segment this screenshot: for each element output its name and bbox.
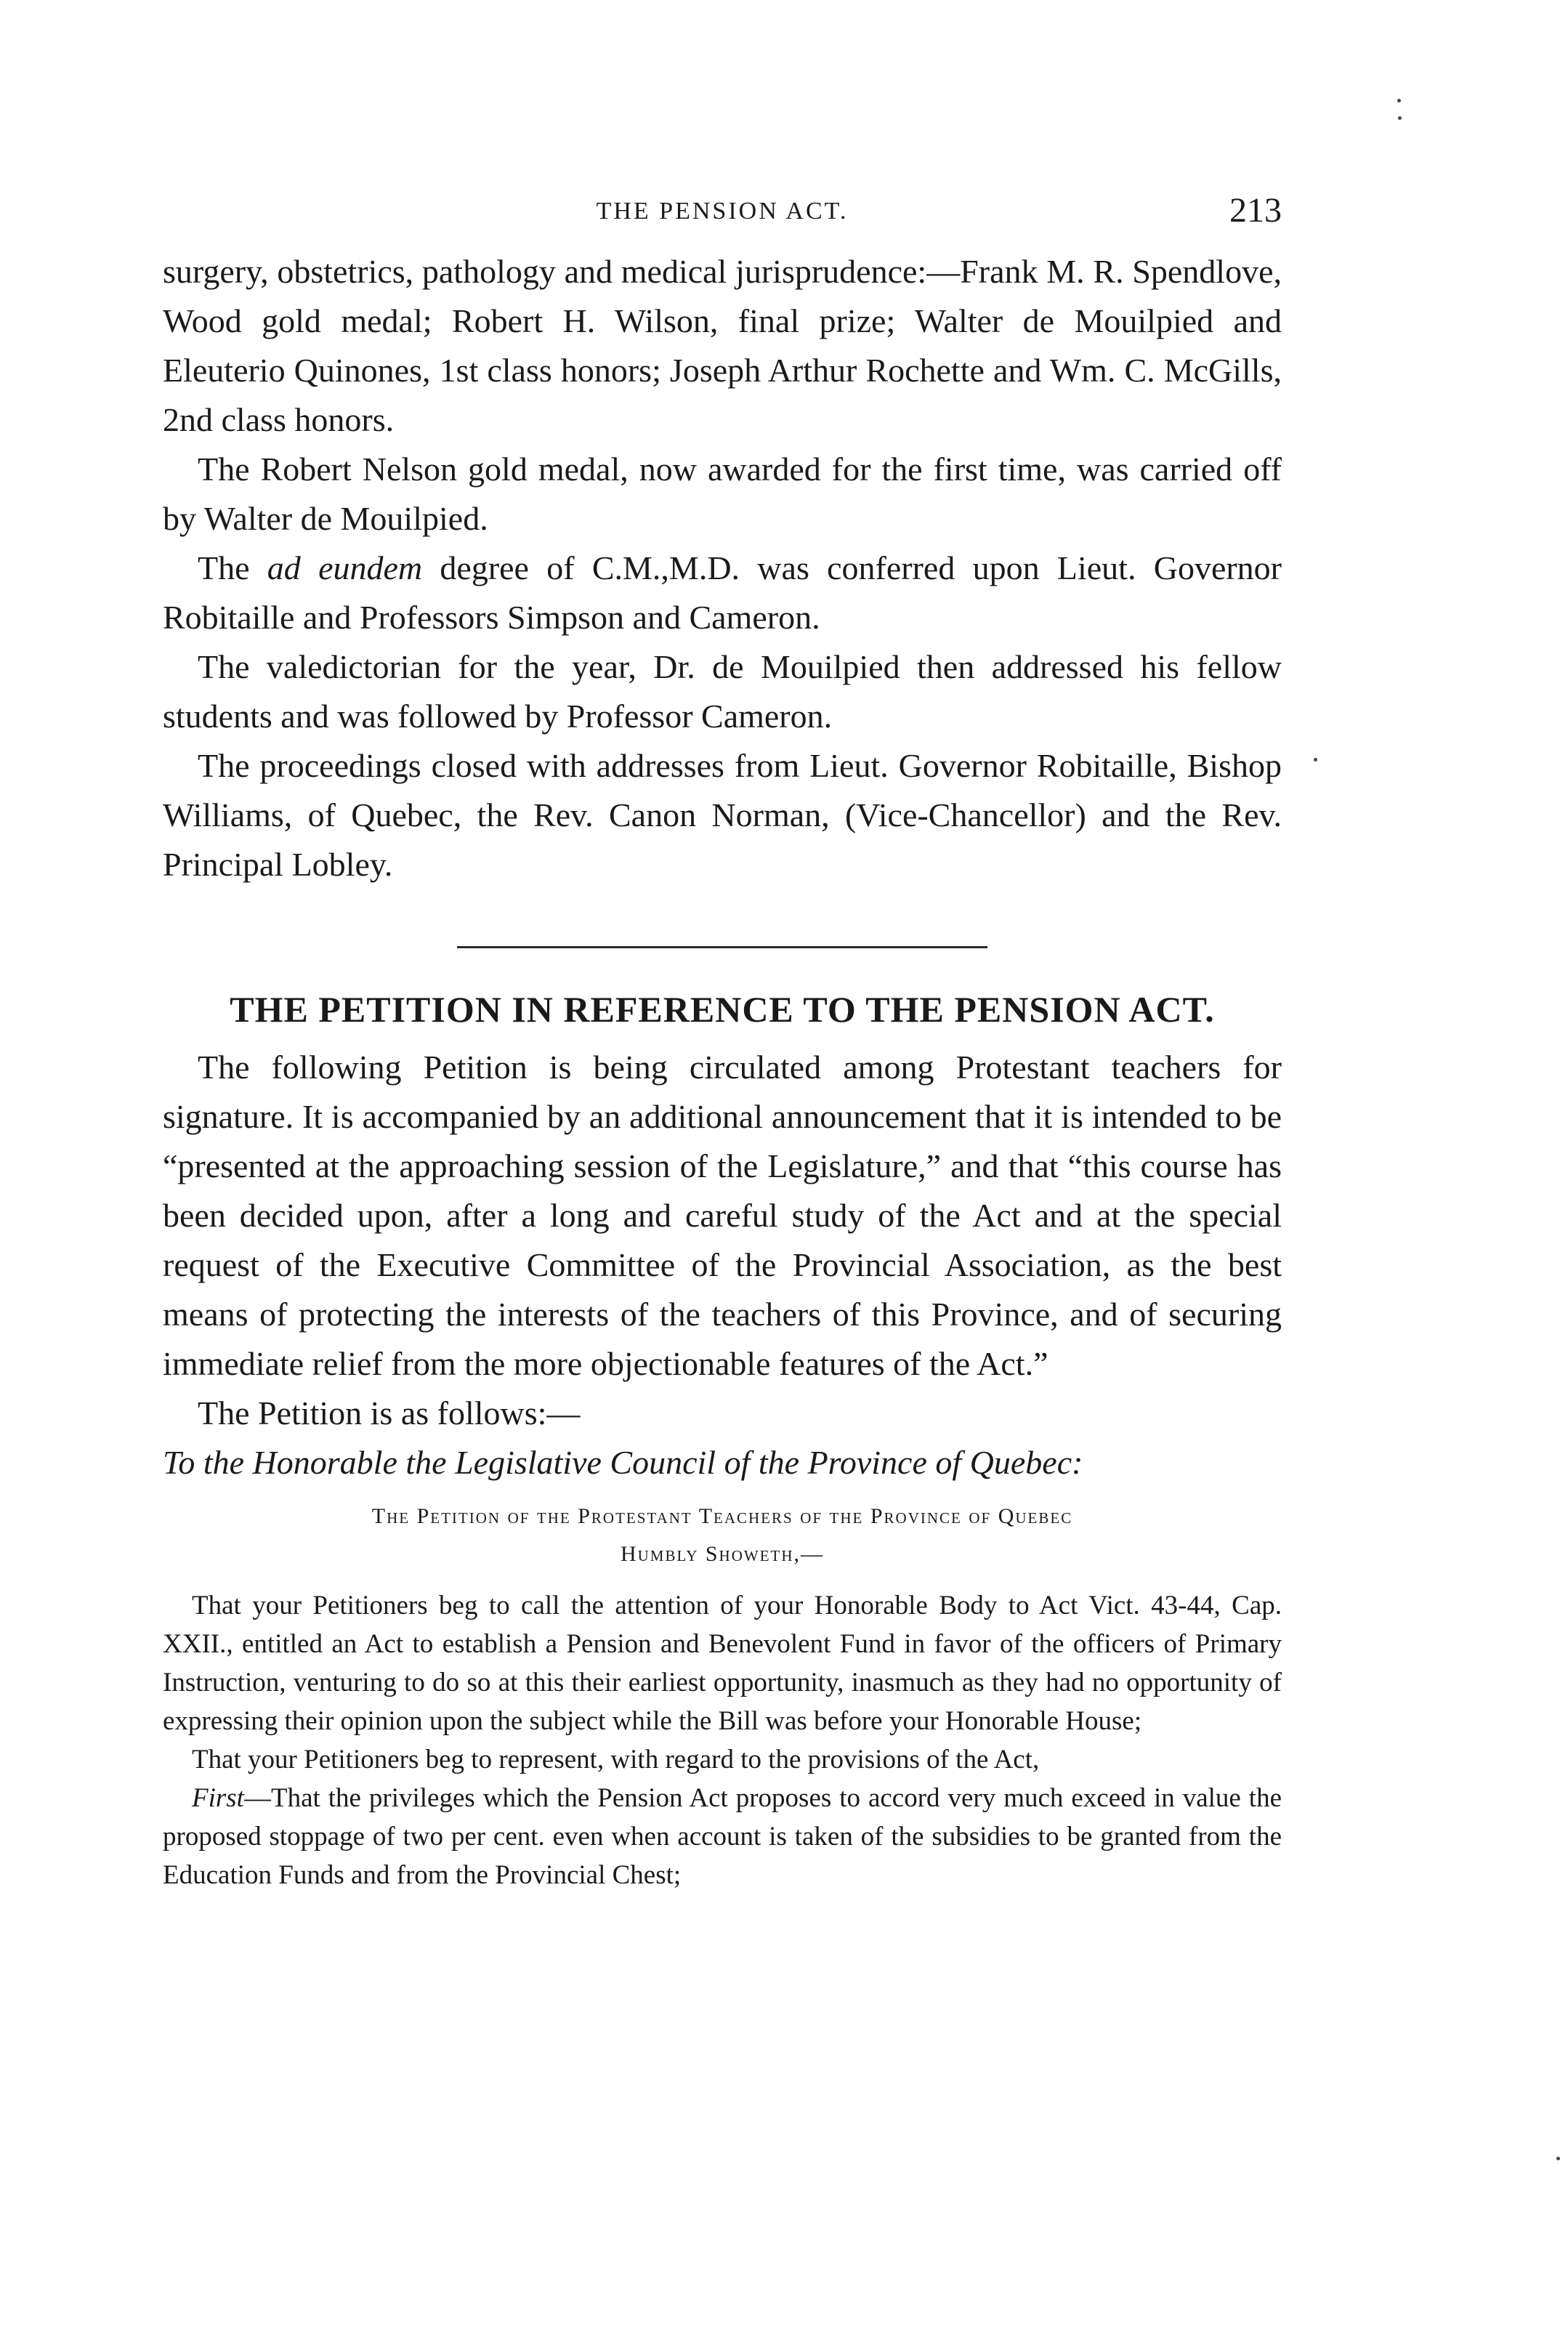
paragraph-nelson-medal: The Robert Nelson gold medal, now awarded for the first time, was carried off by Walter de Mouilpied. (163, 451, 1282, 537)
first-lead: First (192, 1783, 244, 1813)
page-number: 213 (1229, 191, 1282, 230)
petition-paragraph-first (163, 1779, 1282, 1894)
paragraph-valedictorian: The valedictorian for the year, Dr. de Mouilpied then addressed his fellow students and was followed by Professor Cameron. (163, 648, 1282, 735)
paragraph-petition-follows: The Petition is as follows:— (198, 1394, 581, 1431)
running-head (163, 190, 1282, 234)
petition-address: To the Honorable the Legislative Council of the Province of Quebec: (163, 1444, 1083, 1481)
section-heading: THE PETITION IN REFERENCE TO THE PENSION ACT. (230, 989, 1215, 1030)
petition-body (163, 1586, 1282, 1894)
section-divider (457, 946, 987, 948)
first-text: —That the privileges which the Pension Act proposes to accord very much exceed in value the proposed stoppage of two per cent. even when account is taken of the subsidies to be granted from the Education Funds and from the Provincial Chest; (163, 1783, 1282, 1890)
paragraph-proceedings: The proceedings closed with addresses from Lieut. Governor Robitaille, Bishop Williams, of Quebec, the Rev. Canon Norman, (Vice-Chancellor) and the Rev. Principal Lobley. (163, 747, 1282, 883)
petition-paragraph-attention: That your Petitioners beg to call the attention of your Honorable Body to Act Vict. 43-44, Cap. XXII., entitled an Act to establish a Pension and Benevolent Fund in favor of the officers of Primary Instruction, venturing to do so at this their earliest opportunity, inasmuch as they had no opportunity of expressing their opinion upon the subject while the Bill was before your Honorable House; (163, 1591, 1282, 1736)
section-body (163, 1043, 1282, 1438)
page (163, 190, 1282, 1894)
ad-eundem-after: degree of C.M.,M.D. was conferred upon Lieut. Governor Robitaille and Professors Simpson and Cameron. (163, 549, 1282, 636)
margin-speck-middle (1314, 758, 1317, 762)
petition-title-line2: Humbly Showeth,— (620, 1542, 825, 1566)
paragraph-continuation: surgery, obstetrics, pathology and medical jurisprudence:—Frank M. R. Spendlove, Wood gold medal; Robert H. Wilson, final prize; Walter de Mouilpied and Eleuterio Quinones, 1st class honors; Joseph Arthur Rochette and Wm. C. McGills, 2nd class honors. (163, 253, 1282, 438)
petition-title (163, 1498, 1282, 1573)
paragraph-ad-eundem (163, 544, 1282, 642)
petition-title-line1: The Petition of the Protestant Teachers of the Province of Quebec (371, 1504, 1073, 1528)
body-text (163, 247, 1282, 889)
paragraph-petition-intro: The following Petition is being circulated among Protestant teachers for signature. It is accompanied by an additional announcement that it is intended to be “presented at the approaching session of the Legislature,” and that “this course has been decided upon, after a long and careful study of the Act and at the special request of the Executive Committee of the Provincial Association, as the best means of protecting the interests of the teachers of this Province, and of securing immediate relief from the more objectionable features of the Act.” (163, 1049, 1282, 1382)
margin-speck-upper (1398, 116, 1402, 120)
petition-paragraph-represent: That your Petitioners beg to represent, with regard to the provisions of the Act, (192, 1745, 1040, 1774)
running-title: THE PENSION ACT. (596, 198, 849, 225)
ad-eundem-before: The (198, 549, 267, 586)
margin-speck-lower (1556, 2157, 1560, 2160)
ad-eundem-italic: ad eundem (267, 549, 423, 586)
margin-speck-top (1397, 99, 1401, 102)
